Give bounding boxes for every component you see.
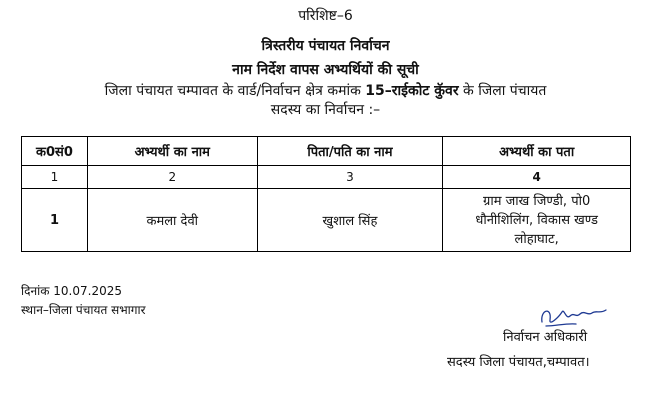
election-title: त्रिस्तरीय पंचायत निर्वाचन [261, 38, 390, 54]
address-line: ग्राम जाख जिण्डी, पो0 [483, 193, 591, 209]
row-serial: 1 [22, 189, 88, 252]
header-father-name: पिता/पति का नाम [257, 137, 443, 166]
intro-line-1 [0, 81, 651, 100]
table-row [22, 189, 631, 252]
ward-name: 15–राईकोट कुॅवर [365, 83, 459, 99]
list-title: नाम निर्देश वापस अभ्यर्थियों की सूची [232, 62, 419, 78]
candidate-address [443, 189, 631, 252]
officer-title: निर्वाचन अधिकारी [503, 330, 588, 345]
father-name: खुशाल सिंह [257, 189, 443, 252]
intro-prefix: जिला पंचायत चम्पावत के वार्ड/निर्वाचन क्षेत्र कमांक [104, 83, 366, 99]
intro-line-2: सदस्य का निर्वाचन :– [270, 102, 381, 118]
header-address: अभ्यर्थी का पता [443, 137, 631, 166]
office-name: सदस्य जिला पंचायत,चम्पावत। [447, 355, 590, 370]
column-number-row [22, 166, 631, 189]
column-number: 3 [257, 166, 443, 189]
address-line: धौनीशिलिंग, विकास खण्ड [475, 212, 598, 228]
column-number: 1 [22, 166, 88, 189]
date-line: दिनांक 10.07.2025 [21, 284, 122, 298]
table-header-row [22, 137, 631, 166]
intro-suffix: के जिला पंचायत [458, 83, 547, 99]
column-number: 4 [443, 166, 631, 189]
header-serial: क0सं0 [22, 137, 88, 166]
candidate-name: कमला देवी [87, 189, 257, 252]
place-line: स्थान–जिला पंचायत सभागार [21, 303, 146, 317]
address-line: लोहाघाट, [514, 231, 559, 247]
header-candidate-name: अभ्यर्थी का नाम [87, 137, 257, 166]
candidate-table [21, 136, 631, 252]
column-number: 2 [87, 166, 257, 189]
appendix-number: परिशिष्ट–6 [298, 8, 353, 24]
